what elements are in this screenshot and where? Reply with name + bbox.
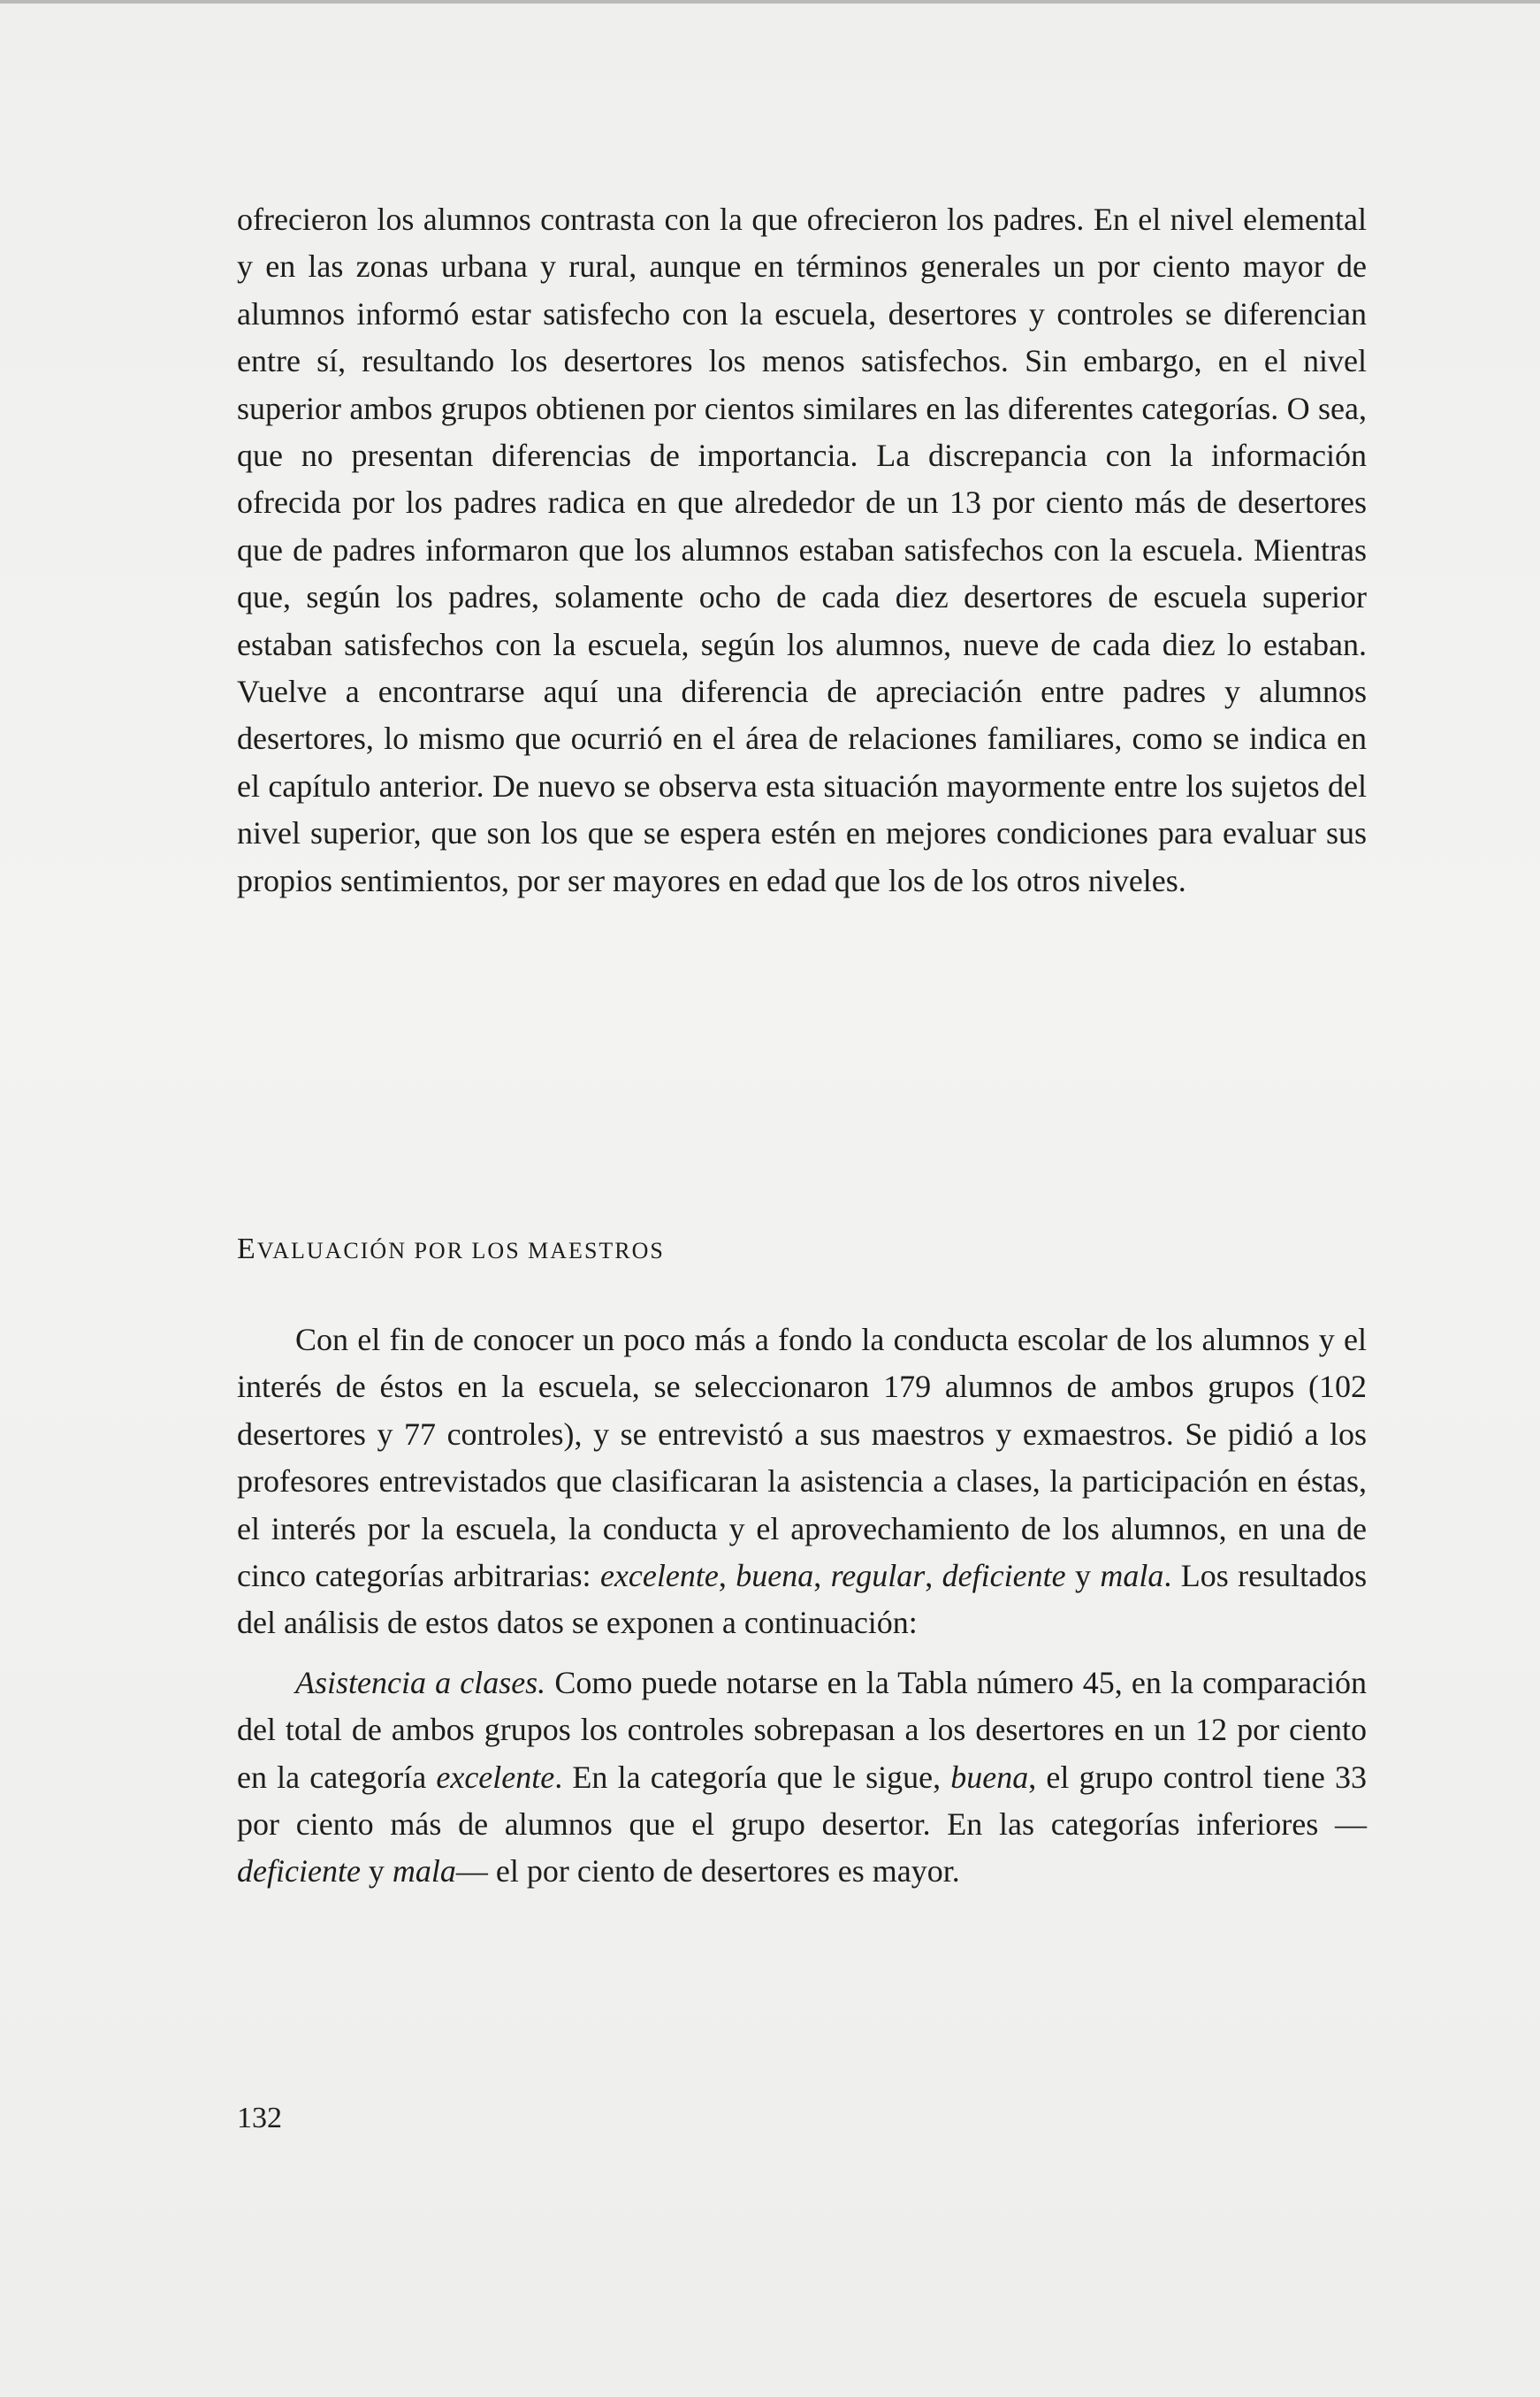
paragraph-3-text: y xyxy=(368,1853,385,1889)
paragraph-continuation xyxy=(237,196,1367,905)
italic-term: deficiente xyxy=(237,1853,361,1889)
section-heading xyxy=(237,1233,665,1266)
paragraph-2 xyxy=(237,1317,1367,1647)
italic-term: buena xyxy=(950,1759,1029,1795)
category-excelente: excelente xyxy=(599,1558,719,1594)
separator: , xyxy=(925,1558,934,1594)
paragraph-2-end: . Los resultados del análisis de estos datos se exponen a continuación: xyxy=(237,1558,1368,1641)
separator: y xyxy=(1074,1558,1091,1594)
separator: , xyxy=(718,1558,727,1594)
category-regular: regular xyxy=(830,1558,926,1594)
section-body xyxy=(237,1317,1367,1896)
italic-term: mala xyxy=(392,1853,456,1889)
subsection-lead: Asistencia a clases. xyxy=(295,1664,546,1700)
heading-initial: E xyxy=(237,1233,257,1265)
paragraph-3-text: — el por ciento de desertores es mayor. xyxy=(455,1853,960,1889)
paragraph-1: ofrecieron los alumnos contrasta con la que ofrecieron los padres. En el nivel elemental y en las zonas urbana y rural, aunque en términos generales un por ciento mayor de alumnos informó estar satisfecho con la escuela, desertores y controles se diferencian entre sí, resultando los desertores los menos satisfechos. Sin embargo, en el nivel superior ambos grupos obtienen por cientos similares en las diferentes categorías. O sea, que no presentan diferencias de importancia. La discrepancia con la información ofrecida por los padres radica en que alrededor de un 13 por ciento más de desertores que de padres informaron que los alumnos estaban satisfechos con la escuela. Mientras que, según los padres, solamente ocho de cada diez desertores de escuela superior estaban satisfechos con la escuela, según los alumnos, nueve de cada diez lo estaban. Vuelve a encontrarse aquí una diferencia de apreciación entre padres y alumnos desertores, lo mismo que ocurrió en el área de relaciones familiares, como se indica en el capítulo anterior. De nuevo se observa esta situación mayormente entre los sujetos del nivel superior, que son los que se espera estén en mejores condiciones para evaluar sus propios sentimientos, por ser mayores en edad que los de los otros niveles. xyxy=(237,202,1367,898)
paragraph-2-text: Con el fin de conocer un poco más a fondo la conducta escolar de los alumnos y el interés de éstos en la escuela, se seleccionaron 179 alumnos de ambos grupos (102 desertores y 77 controles), y se entrevistó a sus maestros y exmaestros. Se pidió a los profesores entrevistados que clasificaran la asistencia a clases, la participación en éstas, el interés por la escuela, la conducta y el aprovechamiento de los alumnos, en una de cinco categorías arbitrarias: xyxy=(237,1322,1367,1594)
category-mala: mala xyxy=(1100,1558,1164,1594)
separator: , xyxy=(813,1558,822,1594)
page-number: 132 xyxy=(237,2102,282,2134)
paragraph-3-text: Como puede notarse en la Tabla número 45, en la comparación del total de ambos grupos los controles sobrepasan a los desertores en un 12 por ciento en la categoría xyxy=(237,1664,1367,1795)
italic-term: excelente xyxy=(436,1759,555,1795)
category-buena: buena xyxy=(736,1558,814,1594)
paragraph-3 xyxy=(237,1660,1367,1896)
heading-small-caps: VALUACIÓN POR LOS MAESTROS xyxy=(256,1238,665,1263)
paragraph-3-text: , el grupo control tiene 33 por ciento más de alumnos que el grupo desertor. En las categorías inferiores — xyxy=(237,1759,1367,1843)
paragraph-3-text: . En la categoría que le sigue, xyxy=(554,1759,942,1795)
category-deficiente: deficiente xyxy=(942,1558,1066,1594)
